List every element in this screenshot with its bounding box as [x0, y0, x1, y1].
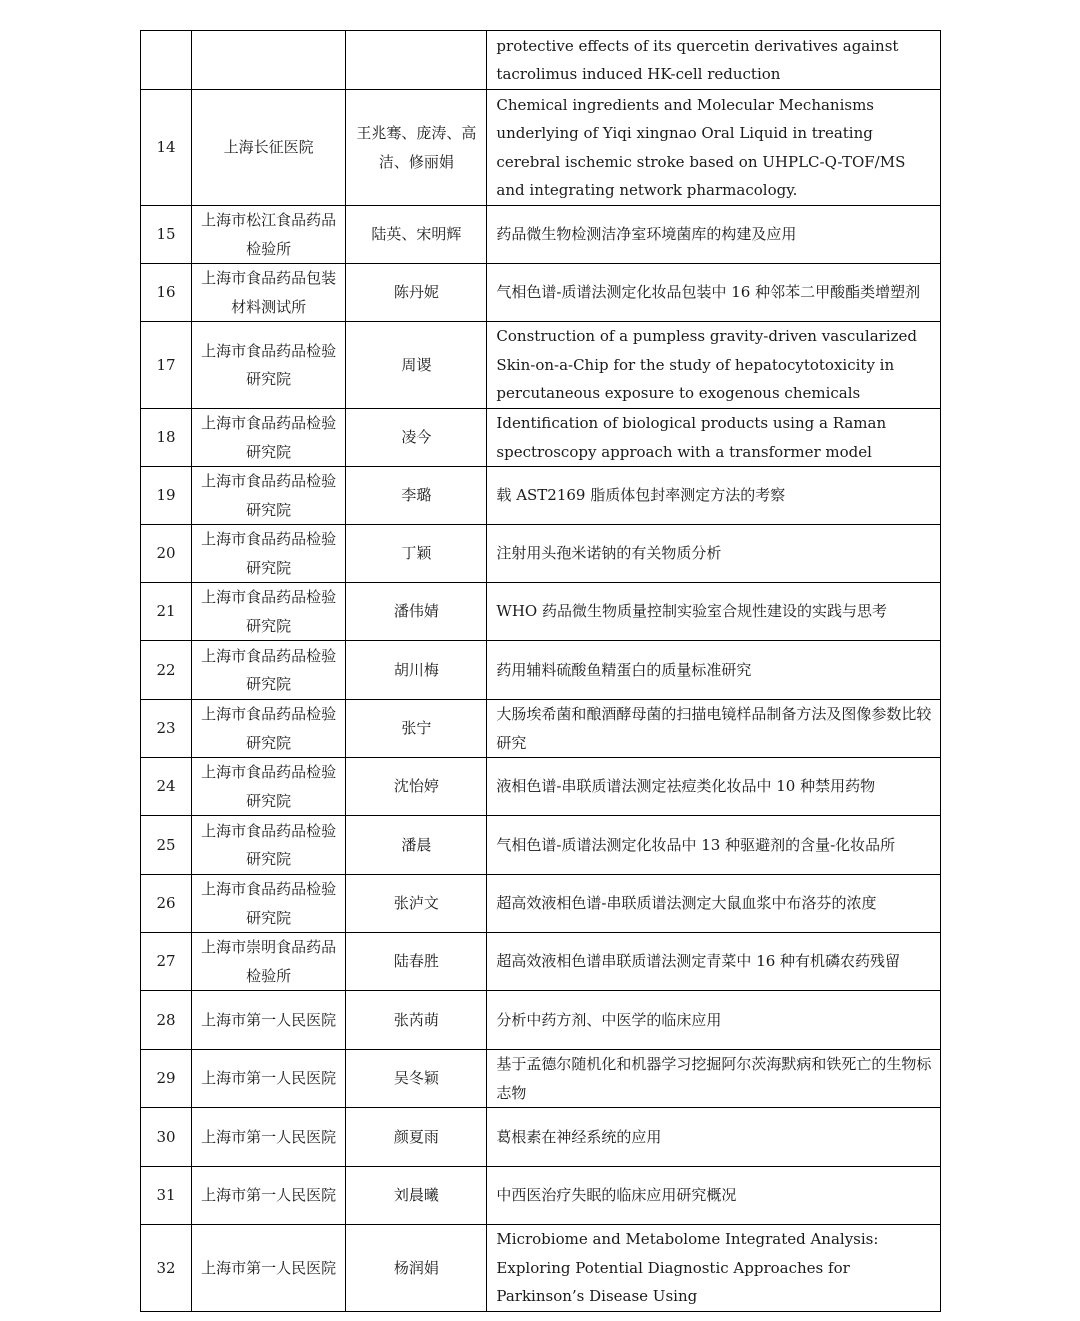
- row-number: 20: [141, 525, 192, 583]
- row-number: 23: [141, 700, 192, 758]
- author-cell: 杨润娟: [346, 1225, 487, 1312]
- row-number: 18: [141, 409, 192, 467]
- organization-cell: 上海市第一人民医院: [192, 1050, 346, 1108]
- organization-cell: 上海市食品药品检验研究院: [192, 322, 346, 409]
- author-cell: 吴冬颖: [346, 1050, 487, 1108]
- table-row: [141, 991, 941, 1050]
- row-number: 32: [141, 1225, 192, 1312]
- paper-title-cell: 药用辅料硫酸鱼精蛋白的质量标准研究: [487, 641, 941, 700]
- table-row: [141, 1108, 941, 1167]
- paper-title-cell: WHO 药品微生物质量控制实验室合规性建设的实践与思考: [487, 583, 941, 641]
- paper-title-cell: 中西医治疗失眠的临床应用研究概况: [487, 1167, 941, 1225]
- author-cell: 凌今: [346, 409, 487, 467]
- organization-cell: 上海市松江食品药品检验所: [192, 206, 346, 264]
- row-number: 21: [141, 583, 192, 641]
- organization-cell: 上海市食品药品检验研究院: [192, 816, 346, 875]
- author-cell: 颜夏雨: [346, 1108, 487, 1167]
- table-row: [141, 816, 941, 875]
- author-cell: 王兆骞、庞涛、高洁、修丽娟: [346, 90, 487, 206]
- author-cell: 张泸文: [346, 875, 487, 933]
- author-cell: 陆春胜: [346, 933, 487, 991]
- paper-title-cell: 超高效液相色谱-串联质谱法测定大鼠血浆中布洛芬的浓度: [487, 875, 941, 933]
- paper-title-cell: 液相色谱-串联质谱法测定祛痘类化妆品中 10 种禁用药物: [487, 758, 941, 816]
- paper-title-cell: Identification of biological products using a Raman spectroscopy approach with a transformer model: [487, 409, 941, 467]
- row-number: [141, 31, 192, 90]
- table-row: [141, 31, 941, 90]
- organization-cell: 上海市食品药品检验研究院: [192, 700, 346, 758]
- table-row: [141, 1225, 941, 1312]
- author-cell: 丁颖: [346, 525, 487, 583]
- row-number: 26: [141, 875, 192, 933]
- organization-cell: [192, 31, 346, 90]
- paper-title-cell: 大肠埃希菌和酿酒酵母菌的扫描电镜样品制备方法及图像参数比较研究: [487, 700, 941, 758]
- paper-title-cell: 分析中药方剂、中医学的临床应用: [487, 991, 941, 1050]
- table-row: [141, 525, 941, 583]
- author-cell: 张宁: [346, 700, 487, 758]
- organization-cell: 上海长征医院: [192, 90, 346, 206]
- table-row: [141, 758, 941, 816]
- row-number: 30: [141, 1108, 192, 1167]
- paper-title-cell: 基于孟德尔随机化和机器学习挖掘阿尔茨海默病和铁死亡的生物标志物: [487, 1050, 941, 1108]
- paper-title-cell: 药品微生物检测洁净室环境菌库的构建及应用: [487, 206, 941, 264]
- row-number: 15: [141, 206, 192, 264]
- author-cell: [346, 31, 487, 90]
- author-cell: 潘伟婧: [346, 583, 487, 641]
- row-number: 29: [141, 1050, 192, 1108]
- paper-title-cell: 载 AST2169 脂质体包封率测定方法的考察: [487, 467, 941, 525]
- paper-title-cell: 超高效液相色谱串联质谱法测定青菜中 16 种有机磷农药残留: [487, 933, 941, 991]
- table-row: [141, 264, 941, 322]
- table-row: [141, 409, 941, 467]
- table-row: [141, 467, 941, 525]
- table-row: [141, 700, 941, 758]
- author-cell: 胡川梅: [346, 641, 487, 700]
- paper-title-cell: 注射用头孢米诺钠的有关物质分析: [487, 525, 941, 583]
- row-number: 22: [141, 641, 192, 700]
- table-row: [141, 1050, 941, 1108]
- paper-title-cell: 气相色谱-质谱法测定化妆品包装中 16 种邻苯二甲酸酯类增塑剂: [487, 264, 941, 322]
- author-cell: 张芮萌: [346, 991, 487, 1050]
- table-row: [141, 933, 941, 991]
- table-row: [141, 641, 941, 700]
- row-number: 19: [141, 467, 192, 525]
- row-number: 16: [141, 264, 192, 322]
- row-number: 28: [141, 991, 192, 1050]
- paper-title-cell: 葛根素在神经系统的应用: [487, 1108, 941, 1167]
- organization-cell: 上海市食品药品检验研究院: [192, 641, 346, 700]
- table-row: [141, 322, 941, 409]
- author-cell: 李璐: [346, 467, 487, 525]
- author-cell: 周谡: [346, 322, 487, 409]
- paper-title-cell: protective effects of its quercetin derivatives against tacrolimus induced HK-cell reduction: [487, 31, 941, 90]
- row-number: 25: [141, 816, 192, 875]
- paper-title-cell: 气相色谱-质谱法测定化妆品中 13 种驱避剂的含量-化妆品所: [487, 816, 941, 875]
- organization-cell: 上海市第一人民医院: [192, 1225, 346, 1312]
- organization-cell: 上海市第一人民医院: [192, 1167, 346, 1225]
- organization-cell: 上海市食品药品检验研究院: [192, 467, 346, 525]
- organization-cell: 上海市崇明食品药品检验所: [192, 933, 346, 991]
- paper-title-cell: Construction of a pumpless gravity-driven vascularized Skin-on-a-Chip for the study of hepatocytotoxicity in percutaneous exposure to exogenous chemicals: [487, 322, 941, 409]
- row-number: 24: [141, 758, 192, 816]
- author-cell: 刘晨曦: [346, 1167, 487, 1225]
- table-row: [141, 206, 941, 264]
- author-cell: 陆英、宋明辉: [346, 206, 487, 264]
- author-cell: 潘晨: [346, 816, 487, 875]
- row-number: 31: [141, 1167, 192, 1225]
- organization-cell: 上海市第一人民医院: [192, 991, 346, 1050]
- table-row: [141, 1167, 941, 1225]
- organization-cell: 上海市食品药品包装材料测试所: [192, 264, 346, 322]
- organization-cell: 上海市食品药品检验研究院: [192, 875, 346, 933]
- organization-cell: 上海市食品药品检验研究院: [192, 525, 346, 583]
- row-number: 14: [141, 90, 192, 206]
- author-cell: 沈怡婷: [346, 758, 487, 816]
- row-number: 17: [141, 322, 192, 409]
- author-cell: 陈丹妮: [346, 264, 487, 322]
- table-row: [141, 875, 941, 933]
- row-number: 27: [141, 933, 192, 991]
- organization-cell: 上海市食品药品检验研究院: [192, 409, 346, 467]
- organization-cell: 上海市食品药品检验研究院: [192, 583, 346, 641]
- organization-cell: 上海市第一人民医院: [192, 1108, 346, 1167]
- paper-title-cell: Microbiome and Metabolome Integrated Analysis: Exploring Potential Diagnostic Approaches for Parkinson’s Disease Using: [487, 1225, 941, 1312]
- organization-cell: 上海市食品药品检验研究院: [192, 758, 346, 816]
- award-list-table: [140, 30, 941, 1312]
- table-row: [141, 90, 941, 206]
- paper-title-cell: Chemical ingredients and Molecular Mechanisms underlying of Yiqi xingnao Oral Liquid in treating cerebral ischemic stroke based on UHPLC-Q-TOF/MS and integrating network pharmacology.: [487, 90, 941, 206]
- table-row: [141, 583, 941, 641]
